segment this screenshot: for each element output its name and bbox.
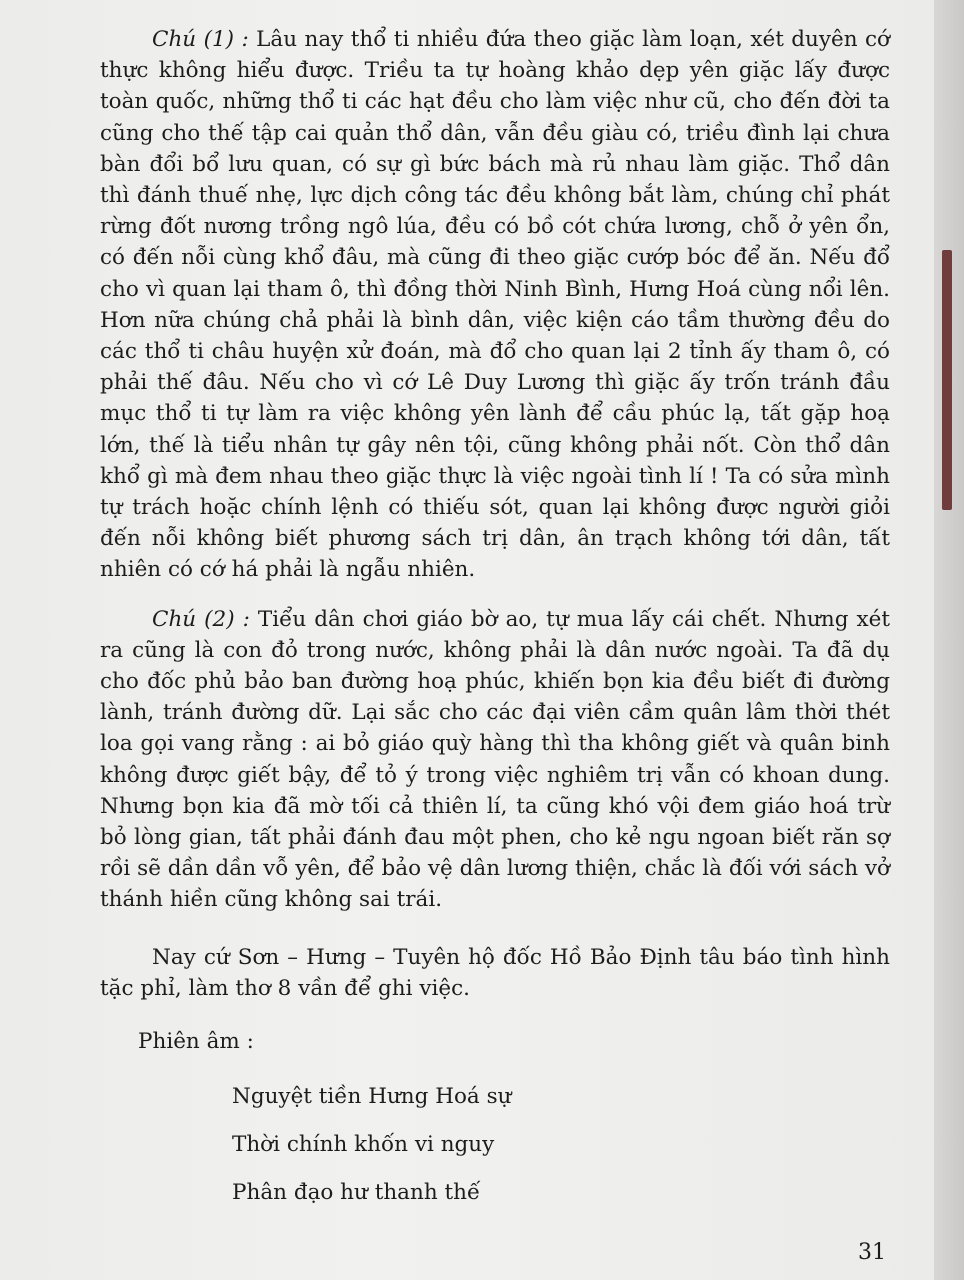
- book-spine: [934, 0, 964, 1280]
- phien-am-label: Phiên âm :: [138, 1029, 254, 1055]
- bookmark-ribbon: [942, 250, 952, 510]
- note-2-text: Tiểu dân chơi giáo bờ ao, tự mua lấy cái chết. Nhưng xét ra cũng là con đỏ trong nước, không phải là dân nước ngoài. Ta đã dụ cho đốc phủ bảo ban đường hoạ phúc, khiến bọn kia đều biết đi đường lành, tránh đường dữ. Lại sắc cho các đại viên cầm quân lâm thời thét loa gọi vang rằng : ai bỏ giáo quỳ hàng thì tha không giết và quân binh không được giết bậy, để tỏ ý trong việc nghiêm trị vẫn có khoan dung. Nhưng bọn kia đã mờ tối cả thiên lí, ta cũng khó vội đem giáo hoá trừ bỏ lòng gian, tất phải đánh đau một phen, cho kẻ ngu ngoan biết răn sợ rồi sẽ dần dần vỗ yên, để bảo vệ dân lương thiện, chắc là đối với sách vở thánh hiền cũng không sai trái.: [100, 606, 890, 913]
- note-1-text: Lâu nay thổ ti nhiều đứa theo giặc làm loạn, xét duyên cớ thực không hiểu được. Triều ta tự hoàng khảo dẹp yên giặc lấy được toàn quốc, những thổ ti các hạt đều cho làm việc như cũ, cho đến đời ta cũng cho thế tập cai quản thổ dân, vẫn đều giàu có, triều đình lại chưa bàn đổi bổ lưu quan, có sự gì bức bách mà rủ nhau làm giặc. Thổ dân thì đánh thuế nhẹ, lực dịch công tác đều không bắt làm, chúng chỉ phát rừng đốt nương trồng ngô lúa, đều có bồ cót chứa lương, chỗ ở yên ổn, có đến nỗi cùng khổ đâu, mà cũng đi theo giặc cướp bóc để ăn. Nếu đổ cho vì quan lại tham ô, thì đồng thời Ninh Bình, Hưng Hoá cùng nổi lên. Hơn nữa chúng chả phải là bình dân, việc kiện cáo tầm thường đều do các thổ ti châu huyện xử đoán, mà đổ cho quan lại 2 tỉnh ấy tham ô, có phải thế đâu. Nếu cho vì cớ Lê Duy Lương thì giặc ấy trốn tránh đầu mục thổ ti tự làm ra việc không yên lành để cầu phúc lạ, tất gặp hoạ lớn, thế là tiểu nhân tự gây nên tội, cũng không phải nốt. Còn thổ dân khổ gì mà đem nhau theo giặc thực là việc ngoài tình lí ! Ta có sửa mình tự trách hoặc chính lệnh có thiếu sót, quan lại không được người giỏi đến nỗi không biết phương sách trị dân, ân trạch không tới dân, tất nhiên có cớ há phải là ngẫu nhiên.: [100, 27, 890, 583]
- verse-block: [232, 1073, 890, 1217]
- verse-line: Phân đạo hư thanh thế: [232, 1180, 481, 1206]
- note-1: [100, 24, 890, 586]
- note-2: [100, 604, 890, 916]
- page-number: 31: [858, 1240, 886, 1265]
- verse-line: Thời chính khốn vi nguy: [232, 1132, 495, 1158]
- verse-line: Nguyệt tiền Hưng Hoá sự: [232, 1084, 512, 1110]
- page-text: [100, 24, 890, 1217]
- note-1-label: Chú (1) :: [152, 27, 249, 52]
- intro-paragraph: Nay cứ Sơn – Hưng – Tuyên hộ đốc Hồ Bảo Định tâu báo tình hình tặc phỉ, làm thơ 8 vần để ghi việc.: [100, 944, 890, 1001]
- note-2-label: Chú (2) :: [152, 606, 250, 632]
